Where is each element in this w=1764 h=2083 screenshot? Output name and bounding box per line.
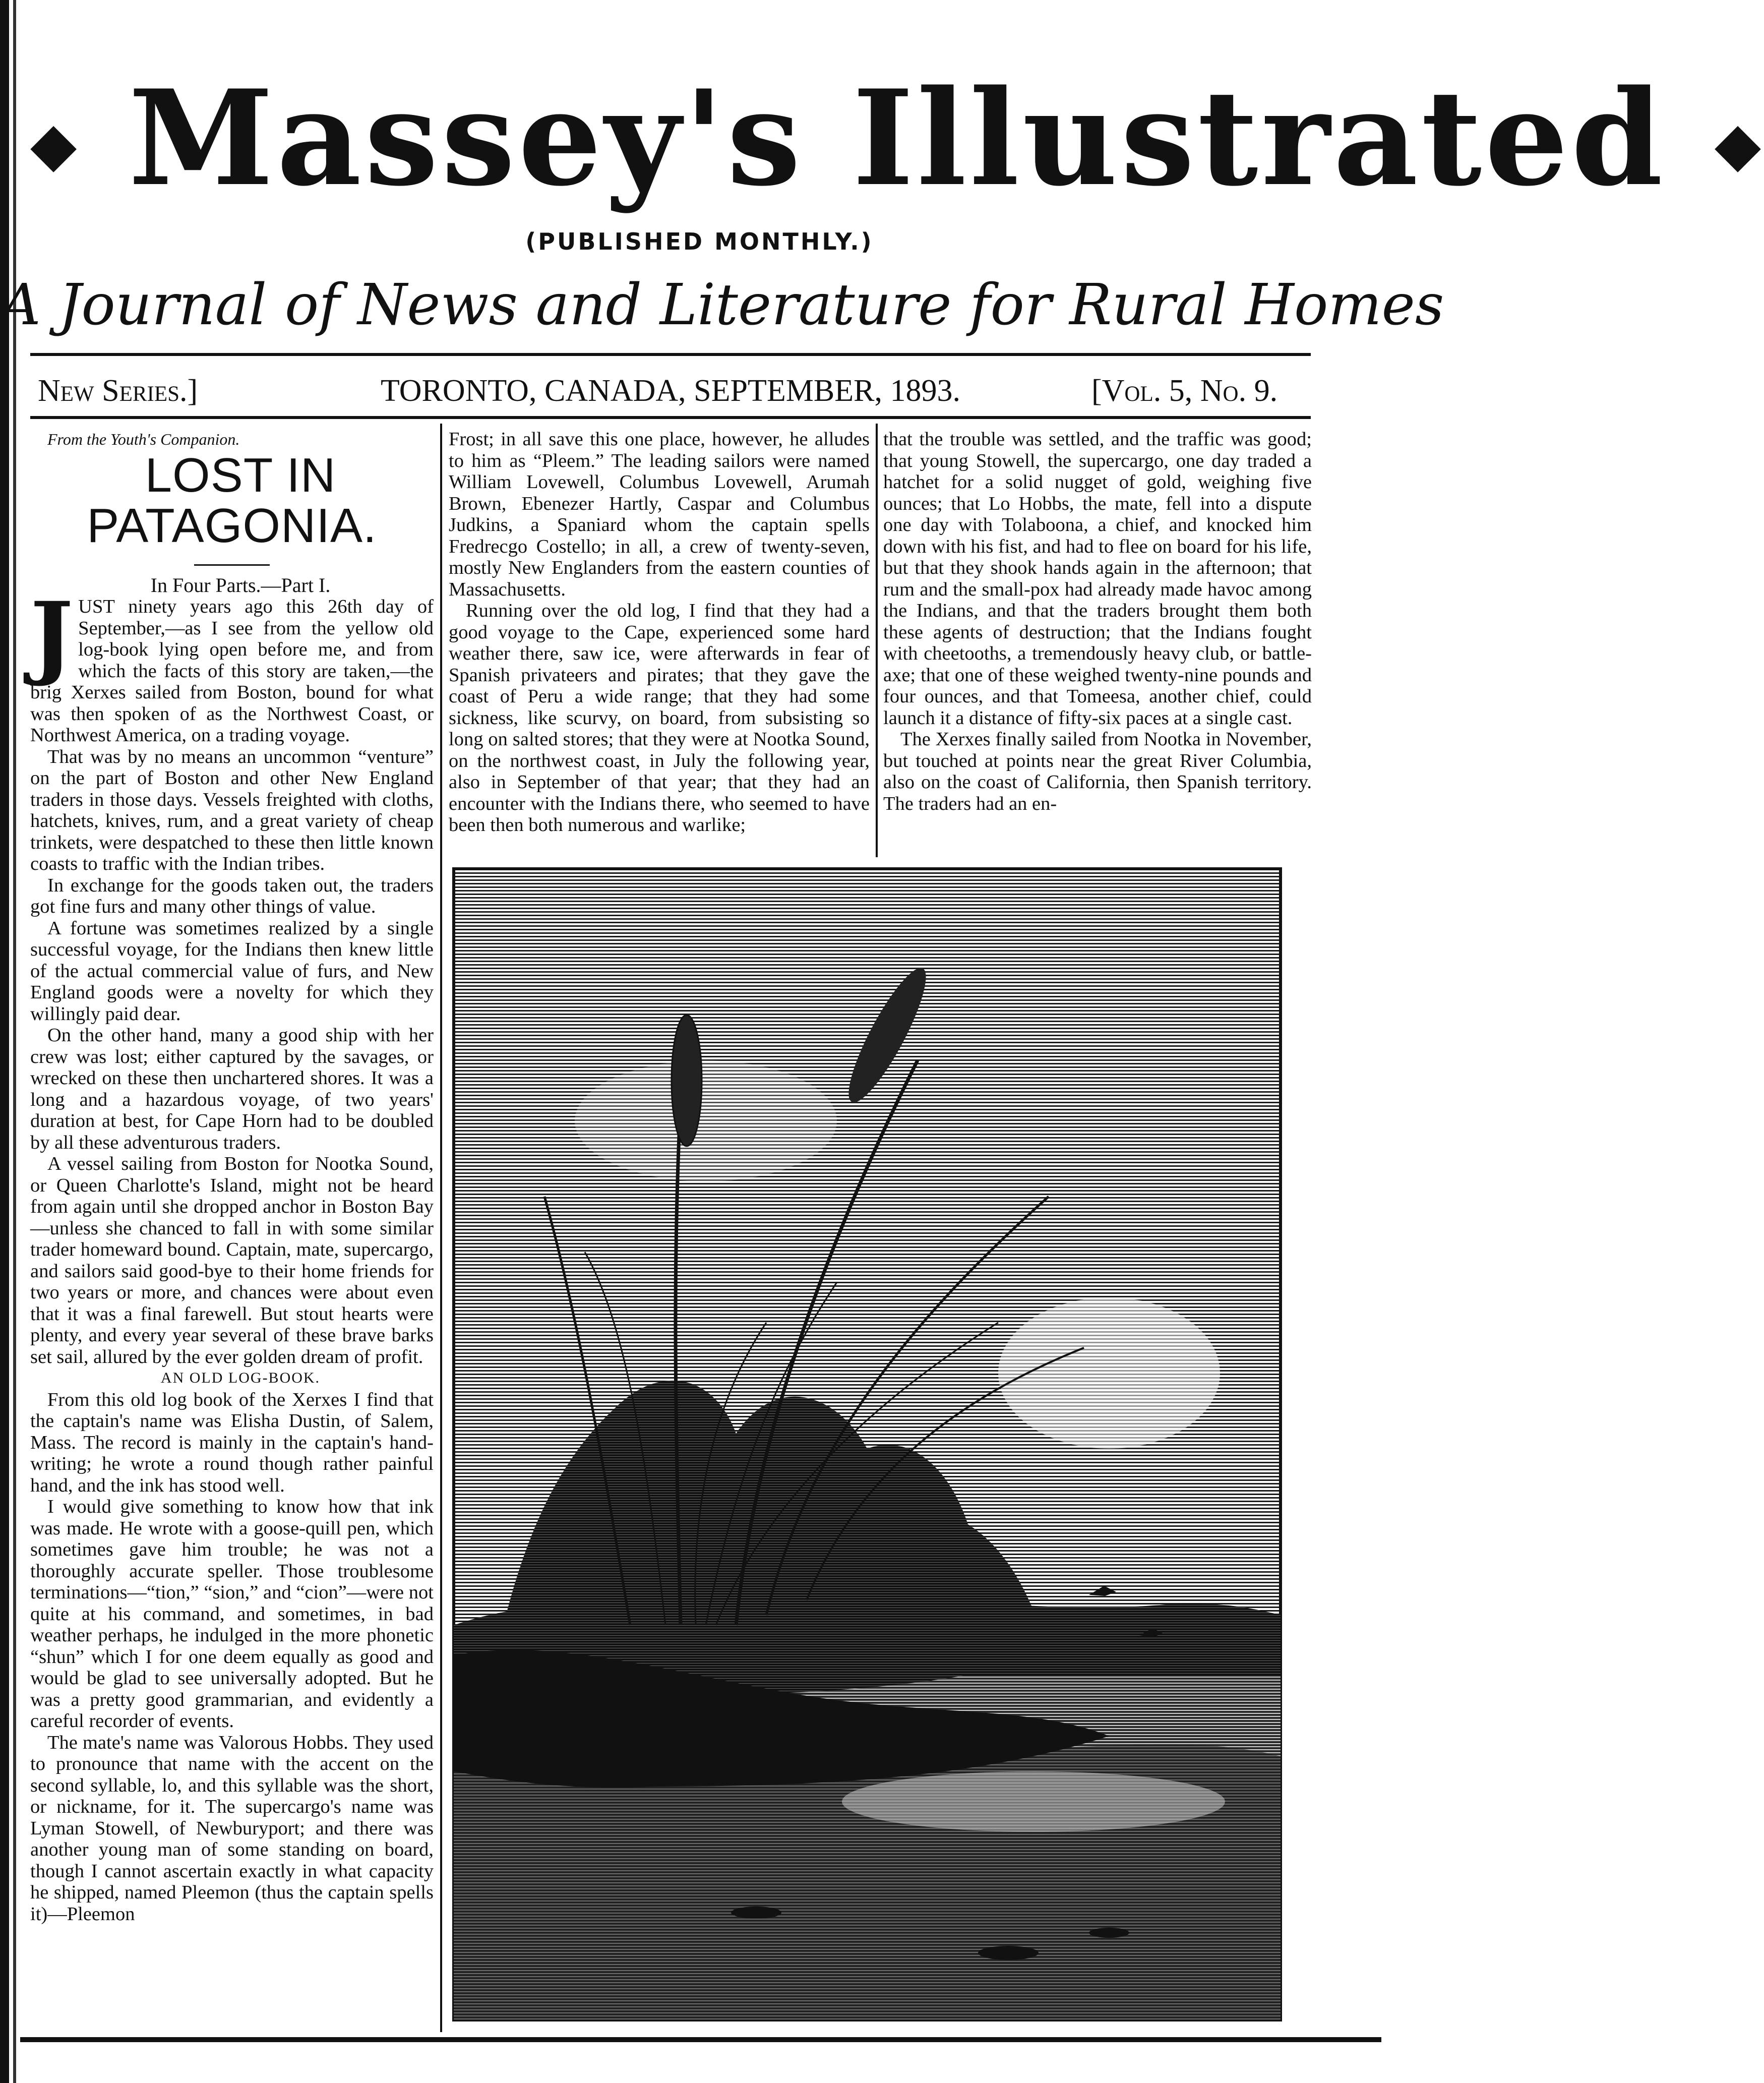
section-subhead: AN OLD LOG-BOOK. (160, 1370, 321, 1386)
paragraph: Running over the old log, I find that they had a good voyage to the Cape, experienced some hard weather there, saw ice, were afterwards in fear of Spanish privateers and pirates; that they gave the coast of Peru a wide range; that they had some sickness, like scurvy, on board, from subsisting so long on salted stores; that they were at Nootka Sound, on the northwest coast, in July the following year, also in September of that year; that they had an encounter with the Indians there, who seemed to have been then both numerous and warlike; (449, 600, 870, 836)
column-3 (883, 429, 1312, 814)
paragraph: A fortune was sometimes realized by a single successful voyage, for the Indians then knew little of the actual commercial value of furs, and New England goods were a novelty for which they willingly paid dear. (30, 917, 434, 1025)
masthead-rule-bottom (30, 416, 1311, 419)
headline-rule (194, 564, 270, 566)
paragraph: Frost; in all save this one place, however, he alludes to him as “Pleem.” The leading sailors were named William Lovewell, Columbus Lovewell, Arumah Brown, Ebenezer Hartly, Caspar and Columbus Judkins, a Spaniard whom the captain spells Fredrecgo Costello; in all, a crew of twenty-seven, mostly New Englanders from the eastern counties of Massachusetts. (449, 429, 870, 600)
paragraph: A vessel sailing from Boston for Nootka Sound, or Queen Charlotte's Island, might not be heard from again until she dropped anchor in Boston Bay—unless she chanced to fall in with some similar trader homeward bound. Captain, mate, supercargo, and sailors said good-bye to their home friends for two years or more, and chances were about even that it was a final farewell. But stout hearts were plenty, and every year several of these brave barks set sail, allured by the ever golden dream of profit. (30, 1153, 434, 1367)
article-source: From the Youth's Companion. (47, 430, 240, 448)
article-part: In Four Parts.—Part I. (150, 573, 331, 597)
masthead-tagline: A Journal of News and Literature for Rural Homes (0, 272, 1444, 338)
drop-cap: J (30, 582, 74, 689)
paragraph: that the trouble was settled, and the traffic was good; that young Stowell, the supercargo, one day traded a hatchet for a solid nugget of gold, weighing five ounces; that Lo Hobbs, the mate, fell into a dispute one day with Tolaboona, a chief, and knocked him down with his fist, and had to flee on board for his life, but that they shook hands again in the afternoon; that rum and the small-pox had already made havoc among the Indians, and that the traders brought them both these agents of destruction; that the Indians fought with cheetooths, a tremendously heavy club, or battle-axe; that one of these weighed twenty-nine pounds and four ounces, and that Tomeesa, another chief, could launch it a distance of fifty-six paces at a single cast. (883, 429, 1312, 729)
masthead-title (30, 55, 1764, 222)
paragraph: The mate's name was Valorous Hobbs. They used to pronounce that name with the accent on the second syllable, lo, and this syllable was the short, or nickname, for it. The supercargo's name was Lyman Stowell, of Newburyport; and there was another young man of some standing on board, though I cannot ascertain exactly in what capacity he shipped, named Pleemon (thus the captain spells it)—Pleemon (30, 1732, 434, 1925)
paragraph: The Xerxes finally sailed from Nootka in November, but touched at points near the great River Columbia, also on the coast of California, then Spanish territory. The traders had an en- (883, 729, 1312, 814)
article-headline: LOST IN PATAGONIA. (87, 448, 377, 553)
diamond-right-icon: ◆ (1714, 108, 1764, 180)
volume-number: [Vol. 5, No. 9. (1091, 374, 1278, 408)
column-divider-1 (440, 424, 442, 2032)
paragraph: I would give something to know how that ink was made. He wrote with a goose-quill pen, which sometimes gave him trouble; he was not a thoroughly accurate speller. Those troublesome terminations—“tion,” “sion,” and “cion”—were not quite at his command, and sometimes, in bad weather perhaps, he indulged in the more phonetic “shun” which I for one deem equally as good and would be glad to see universally adopted. But he was a pretty good grammarian, and evidently a careful recorder of events. (30, 1496, 434, 1732)
paragraph: That was by no means an uncommon “venture” on the part of Boston and other New England traders in those days. Vessels freighted with cloths, hatchets, knives, rum, and a great variety of cheap trinkets, were despatched to these then little known coasts to traffic with the Indian tribes. (30, 746, 434, 874)
publication-frequency: (PUBLISHED MONTHLY.) (525, 228, 874, 255)
masthead-rule-top (30, 353, 1311, 356)
column-2 (449, 429, 870, 836)
paragraph: JUST ninety years ago this 26th day of September,—as I see from the yellow old log-book lying open before me, and from which the facts of this story are taken,—the brig Xerxes sailed from Boston, bound for what was then spoken of as the Northwest Coast, or Northwest America, on a trading voyage. (30, 582, 434, 746)
paragraph: On the other hand, many a good ship with her crew was lost; either captured by the savages, or wrecked on these then unchartered shores. It was a long and a hazardous voyage, of two years' duration at best, for Cape Horn had to be doubled by all these adventurous traders. (30, 1025, 434, 1153)
column-divider-2 (876, 424, 878, 857)
diamond-left-icon: ◆ (30, 108, 80, 180)
page-bottom-rule (20, 2037, 1381, 2042)
series-label: New Series.] (38, 374, 198, 408)
masthead-title-text: Massey's Illustrated (128, 62, 1666, 215)
paragraph: From this old log book of the Xerxes I find that the captain's name was Elisha Dustin, of Salem, Mass. The record is mainly in the captain's hand-writing; he wrote a round though rather painful hand, and the ink has stood well. (30, 1389, 434, 1496)
column-1 (30, 429, 434, 1925)
paragraph: In exchange for the goods taken out, the traders got fine furs and many other things of value. (30, 874, 434, 917)
issue-date: TORONTO, CANADA, SEPTEMBER, 1893. (381, 374, 960, 408)
marsh-engraving-illustration (454, 869, 1281, 2020)
